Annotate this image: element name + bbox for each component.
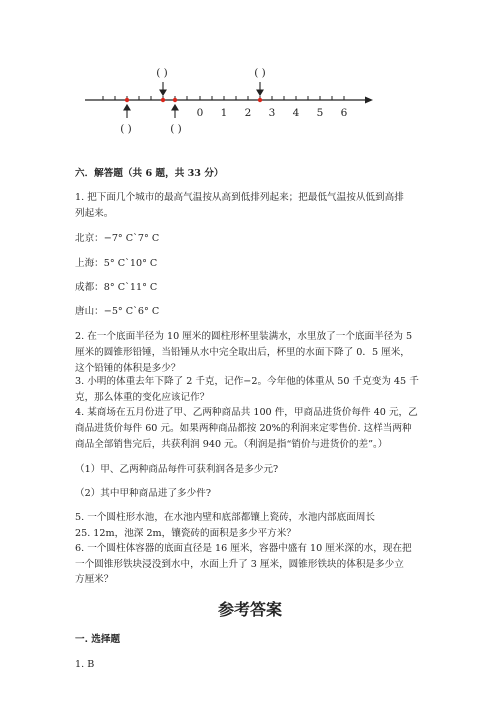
q1-line1: 1. 把下面几个城市的最高气温按从高到低排列起来；把最低气温按从低到高排 (75, 192, 404, 203)
q4-sub1: （1）甲、乙两种商品每件可获利润各是多少元? (75, 464, 279, 475)
city-shanghai: 上海：5° C`10° C (75, 258, 158, 269)
city-chengdu: 成都：8° C`11° C (75, 282, 158, 293)
q4-sub2: （2）其中甲种商品进了多少件? (75, 488, 211, 499)
q5-line2: 25. 12m，池深 2m，镶瓷砖的面积是多少平方米？ (75, 528, 296, 539)
q2-line2: 厘米的圆锥形铅锤，当铅锤从水中完全取出后，杯里的水面下降了 0．5 厘米， (75, 347, 410, 358)
answer-1: 1. B (75, 659, 95, 670)
q5-line1: 5. 一个圆柱形水池，在水池内壁和底部都镶上瓷砖，水池内部底面周长 (75, 512, 376, 523)
q3-line1: 3. 小明的体重去年下降了 2 千克，记作−2。今年他的体重从 50 千克变为 45 千 (75, 376, 419, 387)
tick-label: 5 (316, 107, 324, 119)
q2-line1: 2. 在一个底面半径为 10 厘米的圆柱形杯里装满水，水里放了一个底面半径为 5 (75, 331, 413, 342)
number-line-figure (0, 60, 500, 140)
point-marker (161, 98, 165, 102)
tick-label: 6 (340, 107, 348, 119)
answers-section-heading: 一. 选择题 (75, 634, 121, 645)
q3-line2: 克，那么体重的变化应该记作？ (75, 392, 210, 403)
q4-line1: 4. 某商场在五月份进了甲、乙两种商品共 100 件，甲商品进货价每件 40 元，乙 (75, 407, 418, 418)
city-tangshan: 唐山：−5° C`6° C (75, 306, 160, 317)
blank-bottom: ( ) (170, 123, 182, 135)
number-line-arrowhead (365, 97, 373, 104)
q1-line2: 列起来。 (75, 208, 114, 219)
q2-line3: 这个铅锤的体积是多少？ (75, 363, 181, 374)
tick-label: 3 (268, 107, 276, 119)
q6-line3: 方厘米？ (75, 574, 114, 585)
blank-bottom: ( ) (120, 123, 132, 135)
tick-label: 4 (292, 107, 300, 119)
tick-label: 0 (196, 107, 204, 119)
point-marker (125, 98, 129, 102)
tick-label: 2 (244, 107, 252, 119)
blank-top: ( ) (156, 67, 168, 79)
point-marker (173, 98, 177, 102)
section-heading: 六．解答题（共 6 题，共 33 分） (75, 168, 224, 179)
q4-line2: 商品进货价每件 60 元。如果两种商品都按 20%的利润来定零售价. 这样当两种 (75, 423, 412, 434)
point-marker (258, 98, 262, 102)
q6-line1: 6. 一个圆柱体容器的底面直径是 16 厘米，容器中盛有 10 厘米深的水，现在把 (75, 543, 412, 554)
q4-line3: 商品全部销售完后，共获利润 940 元。（利润是指“销价与进货价的差”。） (75, 439, 388, 450)
city-beijing: 北京：−7° C`7° C (75, 233, 160, 244)
blank-top: ( ) (254, 67, 266, 79)
tick-label: 1 (220, 107, 228, 119)
q6-line2: 一个圆锥形铁块浸没到水中，水面上升了 3 厘米，圆锥形铁块的体积是多少立 (75, 559, 404, 570)
answers-title: 参考答案 (217, 600, 282, 619)
